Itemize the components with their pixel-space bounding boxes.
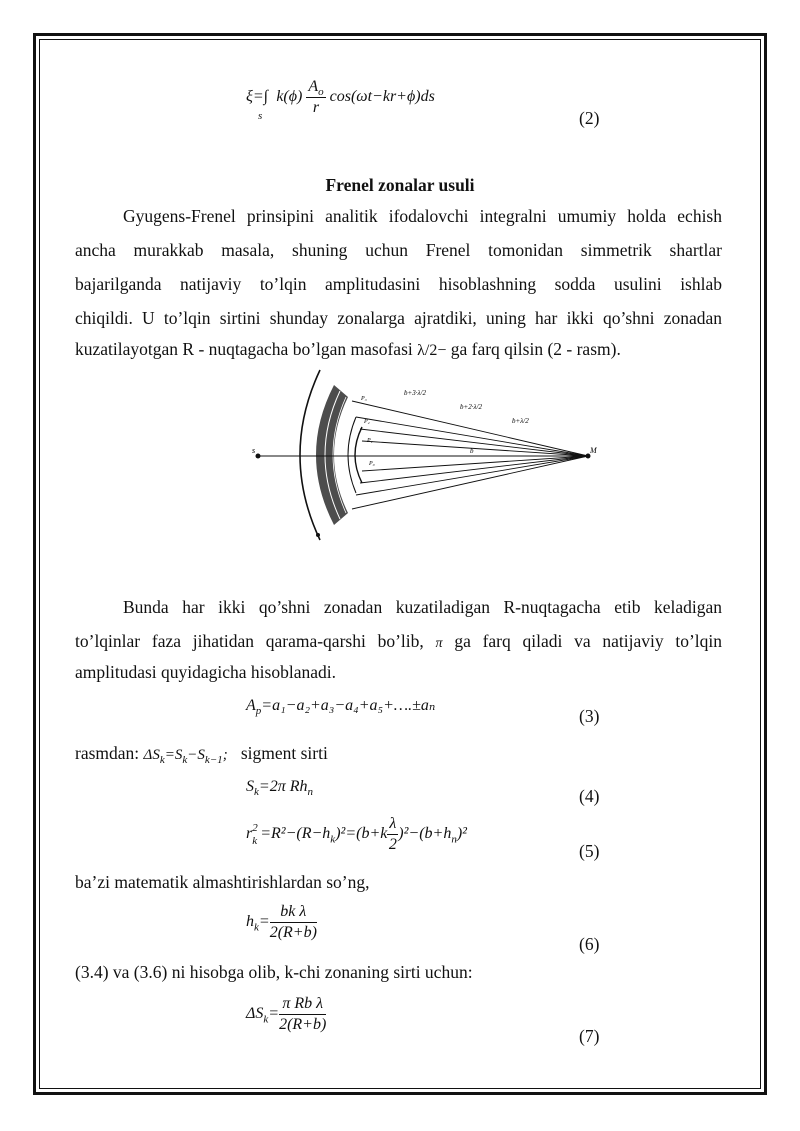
equation-2: $\xi=\int_s$ k(ϕ) $\frac{A_o}{r}$ cos(ωt−kr+ϕ)ds xyxy=(246,78,435,123)
lambda-half-formula: λ/2− xyxy=(417,342,447,359)
equation-number-4: (4) xyxy=(579,786,600,806)
equation-number-2: (2) xyxy=(579,108,600,128)
label-m: M xyxy=(590,446,597,455)
equation-4: $S_k=2\pi$ $Rh_n$ xyxy=(246,778,313,799)
paragraph-2-line-2: to’lqinlar faza jihatidan qarama-qarshi bo’lib, π ga farq qiladi va natijaviy to’lqin xyxy=(75,631,723,651)
label-p2: P₂ xyxy=(364,419,370,425)
zone-inner-arc xyxy=(355,427,362,483)
equation-number-3: (3) xyxy=(579,706,600,726)
section-heading: Frenel zonalar usuli xyxy=(325,175,475,195)
label-p0: P₀ xyxy=(369,461,375,467)
equation-7: $\Delta S_k=$ $\frac{\text{π Rb λ}}{2(R+b)}$ xyxy=(246,995,327,1033)
page-border-inner xyxy=(39,39,761,1089)
equation-number-5: (5) xyxy=(579,841,600,861)
label-b-1: b+λ/2 xyxy=(512,417,529,425)
rasmdan-line: rasmdan: $\Delta S_k=S_k-S_{k-1}$; sigment sirti xyxy=(75,743,328,766)
label-b: b xyxy=(470,447,474,455)
text-after-eq5: ba’zi matematik almashtirishlardan so’ng, xyxy=(75,872,370,892)
paragraph-1-line-1: Gyugens-Frenel prinsipini analitik ifodalovchi integralni umumiy holda echish xyxy=(123,206,722,226)
fresnel-zones-figure xyxy=(240,365,610,545)
text-after-eq6: (3.4) va (3.6) ni hisobga olib, k-chi zonaning sirti uchun: xyxy=(75,962,473,982)
paragraph-1-line-4: chiqildi. U to’lqin sirtini shunday zonalarga ajratdiki, uning har ikki qo’shni zonadan xyxy=(75,308,722,328)
paragraph-1-line-3: bajarilganda natijaviy to’lqin amplitudasini hisoblashning sodda usulini ishlab xyxy=(75,274,722,294)
paragraph-2-line-1: Bunda har ikki qo’shni zonadan kuzatiladigan R-nuqtagacha etib keladigan xyxy=(123,597,722,617)
label-s: s xyxy=(252,446,256,455)
label-p1: P₁ xyxy=(367,438,373,444)
paragraph-1-line-2: ancha murakkab masala, shuning uchun Frenel tomonidan simmetrik shartlar xyxy=(75,240,722,260)
delta-s-formula: $\Delta S_k=S_k-S_{k-1}$; xyxy=(143,747,228,766)
equation-5: r 2 k $=R^2-(R-h_k)^2=(b+k$ $\frac{\lambda}{2}$ )$^2-(b+h_n)^2$ xyxy=(246,815,467,853)
paragraph-1-line-5: kuzatilayotgan R - nuqtagacha bo’lgan masofasi λ/2− ga farq qilsin (2 - rasm). xyxy=(75,339,621,359)
label-b-3: b+3·λ/2 xyxy=(404,389,426,397)
paragraph-2-line-3: amplitudasi quyidagicha hisoblanadi. xyxy=(75,662,336,682)
wavefront-shaded-zones xyxy=(316,385,348,525)
equation-number-7: (7) xyxy=(579,1026,600,1046)
source-point xyxy=(256,454,261,459)
pi-symbol: π xyxy=(435,636,443,651)
label-b-2: b+2·λ/2 xyxy=(460,403,482,411)
equation-6: $h_k=$ $\frac{\text{bk λ}}{2(R+b)}$ xyxy=(246,903,317,941)
label-p3: P₃ xyxy=(361,396,367,402)
equation-3: $A_p=a_1-a_2+a_3-a_4+a_5+\dots.\pm a_n$ xyxy=(246,697,436,718)
equation-number-6: (6) xyxy=(579,934,600,954)
